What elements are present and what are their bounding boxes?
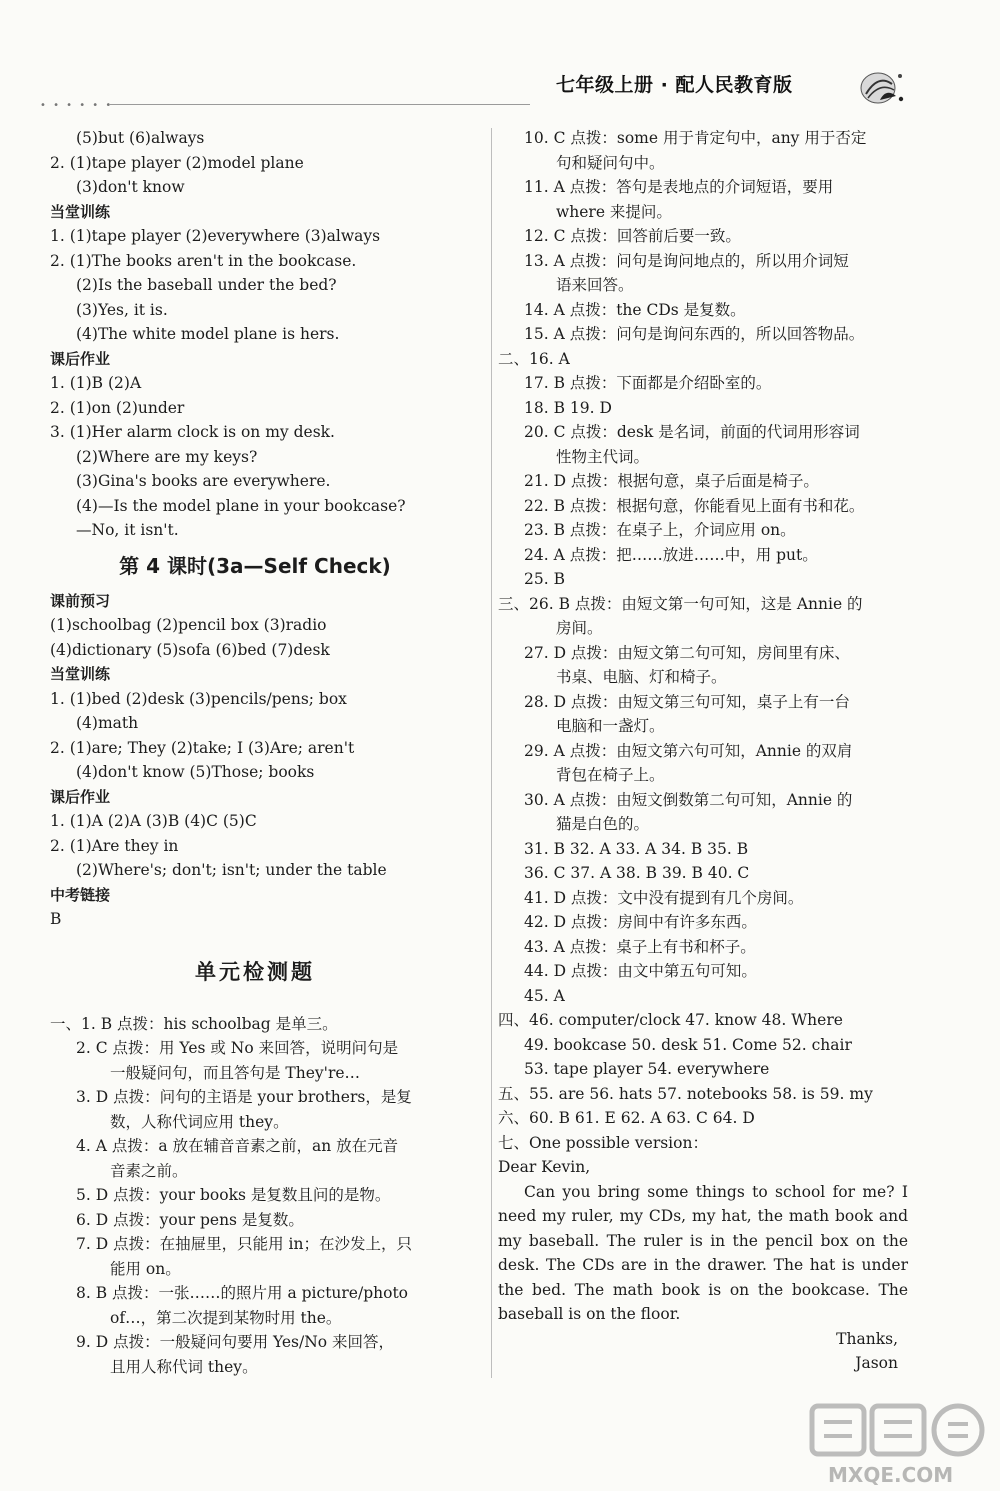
answer-line: 能用 on。 bbox=[110, 1259, 181, 1278]
answer-line: 二、16. A bbox=[498, 349, 570, 368]
left-column bbox=[50, 126, 460, 1379]
column-divider bbox=[491, 128, 492, 1378]
answer-line: 7. D 点拨：在抽屉里，只能用 in；在沙发上，只 bbox=[76, 1235, 412, 1253]
answer-line: 11. A 点拨：答句是表地点的介词短语，要用 bbox=[524, 178, 834, 196]
answer-line: 1. (1)B (2)A bbox=[50, 374, 142, 392]
answer-line: 性物主代词。 bbox=[556, 447, 650, 466]
answer-line: (3)don't know bbox=[76, 178, 185, 196]
answer-line: 20. C 点拨：desk 是名词，前面的代词用形容词 bbox=[524, 423, 860, 441]
answer-line: 4. A 点拨：a 放在辅音音素之前，an 放在元音 bbox=[76, 1137, 399, 1155]
answer-line: (2)Is the baseball under the bed? bbox=[76, 276, 337, 294]
answer-line: (4)don't know (5)Those; books bbox=[76, 763, 315, 781]
watermark-logo bbox=[808, 1402, 998, 1488]
answer-line: 49. bookcase 50. desk 51. Come 52. chair bbox=[524, 1035, 852, 1054]
answer-line: (3)Yes, it is. bbox=[76, 300, 168, 319]
answer-line: 四、46. computer/clock 47. know 48. Where bbox=[498, 1011, 843, 1029]
answer-line: 2. (1)The books aren't in the bookcase. bbox=[50, 251, 357, 270]
answer-line: (4)dictionary (5)sofa (6)bed (7)desk bbox=[50, 640, 330, 659]
answer-line: (4)math bbox=[76, 714, 139, 732]
answer-line: 29. A 点拨：由短文第六句可知，Annie 的双肩 bbox=[524, 741, 853, 760]
answer-line: 句和疑问句中。 bbox=[556, 153, 665, 172]
answer-line: 数，人称代词应用 they。 bbox=[110, 1112, 289, 1131]
answer-line: —No, it isn't. bbox=[76, 521, 179, 539]
answer-line: 且用人称代词 they。 bbox=[110, 1357, 258, 1376]
answer-line: Can you bring some things to school for me? I bbox=[524, 1182, 908, 1201]
answer-line: 七、One possible version： bbox=[498, 1133, 708, 1152]
answer-line: 13. A 点拨：问句是询问地点的，所以用介词短 bbox=[524, 251, 849, 270]
answer-line: Jason bbox=[855, 1354, 898, 1372]
answer-line: 17. B 点拨：下面都是介绍卧室的。 bbox=[524, 374, 772, 392]
answer-line: 28. D 点拨：由短文第三句可知，桌子上有一台 bbox=[524, 692, 850, 711]
answer-line: (4)The white model plane is hers. bbox=[76, 325, 340, 343]
answer-line: 2. C 点拨：用 Yes 或 No 来回答，说明问句是 bbox=[76, 1039, 399, 1057]
answer-line: 1. (1)A (2)A (3)B (4)C (5)C bbox=[50, 812, 257, 830]
answer-line: 音素之前。 bbox=[110, 1161, 188, 1180]
answer-line: (1)schoolbag (2)pencil box (3)radio bbox=[50, 616, 327, 634]
answer-line: 14. A 点拨：the CDs 是复数。 bbox=[524, 300, 746, 319]
answer-line: 53. tape player 54. everywhere bbox=[524, 1060, 770, 1078]
lesson-title: 第 4 课时(3a—Self Check) bbox=[119, 553, 391, 578]
section-heading: 中考链接 bbox=[50, 885, 111, 904]
answer-line: 10. C 点拨：some 用于肯定句中，any 用于否定 bbox=[524, 129, 867, 147]
watermark-site: MXQE.COM bbox=[828, 1463, 954, 1487]
answer-line: 8. B 点拨：一张……的照片用 a picture/photo bbox=[76, 1284, 409, 1302]
answer-line: my baseball. The ruler is in the pencil box on the bbox=[498, 1231, 908, 1250]
answer-line: (4)—Is the model plane in your bookcase? bbox=[76, 496, 406, 515]
answer-line: (2)Where's; don't; isn't; under the table bbox=[76, 861, 387, 879]
answer-line: 42. D 点拨：房间中有许多东西。 bbox=[524, 913, 757, 931]
answer-line: 六、60. B 61. E 62. A 63. C 64. D bbox=[498, 1109, 755, 1127]
answer-line: Thanks, bbox=[836, 1329, 898, 1348]
answer-line: 27. D 点拨：由短文第二句可知，房间里有床、 bbox=[524, 643, 850, 662]
answer-line: 31. B 32. A 33. A 34. B 35. B bbox=[524, 839, 749, 858]
section-heading: 课后作业 bbox=[50, 349, 111, 368]
answer-line: 23. B 点拨：在桌子上，介词应用 on。 bbox=[524, 521, 796, 539]
page-header-title: 七年级上册 · 配人民教育版 bbox=[556, 74, 793, 96]
section-heading: 课后作业 bbox=[50, 787, 111, 806]
answer-line: 电脑和一盏灯。 bbox=[556, 717, 665, 735]
answer-line: (3)Gina's books are everywhere. bbox=[76, 472, 331, 490]
answer-line: (5)but (6)always bbox=[76, 129, 205, 147]
answer-line: Dear Kevin, bbox=[498, 1158, 591, 1176]
answer-line: 30. A 点拨：由短文倒数第二句可知，Annie 的 bbox=[524, 790, 853, 809]
answer-line: 43. A 点拨：桌子上有书和杯子。 bbox=[524, 937, 756, 956]
answer-line: 一、1. B 点拨：his schoolbag 是单三。 bbox=[50, 1014, 338, 1033]
right-column bbox=[498, 126, 908, 1376]
answer-line: 1. (1)tape player (2)everywhere (3)always bbox=[50, 227, 381, 245]
answer-line: (2)Where are my keys? bbox=[76, 447, 258, 466]
answer-line: 三、26. B 点拨：由短文第一句可知，这是 Annie 的 bbox=[498, 594, 863, 613]
answer-line: 45. A bbox=[524, 986, 565, 1005]
answer-line: 背包在椅子上。 bbox=[556, 766, 665, 784]
answer-line: 书桌、电脑、灯和椅子。 bbox=[556, 668, 727, 686]
answer-line: 6. D 点拨：your pens 是复数。 bbox=[76, 1210, 304, 1229]
header-dots: • • • • • • bbox=[40, 100, 114, 111]
answer-line: need my ruler, my CDs, my hat, the math book and bbox=[498, 1207, 908, 1225]
page-header bbox=[0, 64, 1000, 108]
section-heading: 课前预习 bbox=[50, 591, 111, 610]
answer-line: where 来提问。 bbox=[556, 202, 672, 221]
answer-line: 五、55. are 56. hats 57. notebooks 58. is 59. my bbox=[498, 1084, 873, 1103]
answer-line: 3. D 点拨：问句的主语是 your brothers，是复 bbox=[76, 1088, 412, 1106]
answer-line: 24. A 点拨：把……放进……中，用 put。 bbox=[524, 545, 818, 564]
answer-line: 44. D 点拨：由文中第五句可知。 bbox=[524, 962, 757, 980]
answer-line: 语来回答。 bbox=[556, 276, 634, 294]
answer-line: of…，第二次提到某物时用 the。 bbox=[110, 1308, 342, 1327]
header-rule bbox=[110, 104, 530, 105]
answer-line: 2. (1)are; They (2)take; I (3)Are; aren't bbox=[50, 738, 355, 757]
answer-line: 41. D 点拨：文中没有提到有几个房间。 bbox=[524, 888, 804, 907]
answer-line: 2. (1)tape player (2)model plane bbox=[50, 153, 304, 172]
answer-line: 房间。 bbox=[556, 619, 603, 637]
answer-line: the bed. The math book is on the bookcase. The bbox=[498, 1280, 908, 1299]
answer-line: 5. D 点拨：your books 是复数且问的是物。 bbox=[76, 1186, 391, 1204]
answer-line: 1. (1)bed (2)desk (3)pencils/pens; box bbox=[50, 689, 347, 708]
answer-line: 猫是白色的。 bbox=[556, 815, 650, 833]
answer-line: 36. C 37. A 38. B 39. B 40. C bbox=[524, 864, 750, 882]
book-logo-icon bbox=[858, 66, 904, 106]
answer-line: 9. D 点拨：一般疑问句要用 Yes/No 来回答， bbox=[76, 1333, 395, 1351]
answer-line: desk. The CDs are in the drawer. The hat is under bbox=[498, 1256, 908, 1274]
answer-line: 18. B 19. D bbox=[524, 398, 612, 417]
answer-line: 15. A 点拨：问句是询问东西的，所以回答物品。 bbox=[524, 325, 865, 343]
answer-line: 25. B bbox=[524, 570, 565, 588]
section-heading: 当堂训练 bbox=[50, 665, 111, 683]
answer-line: 12. C 点拨：回答前后要一致。 bbox=[524, 227, 741, 245]
answer-line: 2. (1)on (2)under bbox=[50, 398, 185, 417]
answer-line: B bbox=[50, 910, 62, 928]
answer-line: baseball is on the floor. bbox=[498, 1305, 681, 1323]
answer-line: 21. D 点拨：根据句意，桌子后面是椅子。 bbox=[524, 472, 819, 490]
unit-test-title: 单元检测题 bbox=[195, 959, 315, 984]
answer-line: 一般疑问句，而且答句是 They're… bbox=[110, 1063, 361, 1082]
answer-line: 22. B 点拨：根据句意，你能看见上面有书和花。 bbox=[524, 496, 865, 515]
section-heading: 当堂训练 bbox=[50, 202, 111, 221]
answer-line: 2. (1)Are they in bbox=[50, 836, 179, 855]
answer-line: 3. (1)Her alarm clock is on my desk. bbox=[50, 423, 335, 441]
